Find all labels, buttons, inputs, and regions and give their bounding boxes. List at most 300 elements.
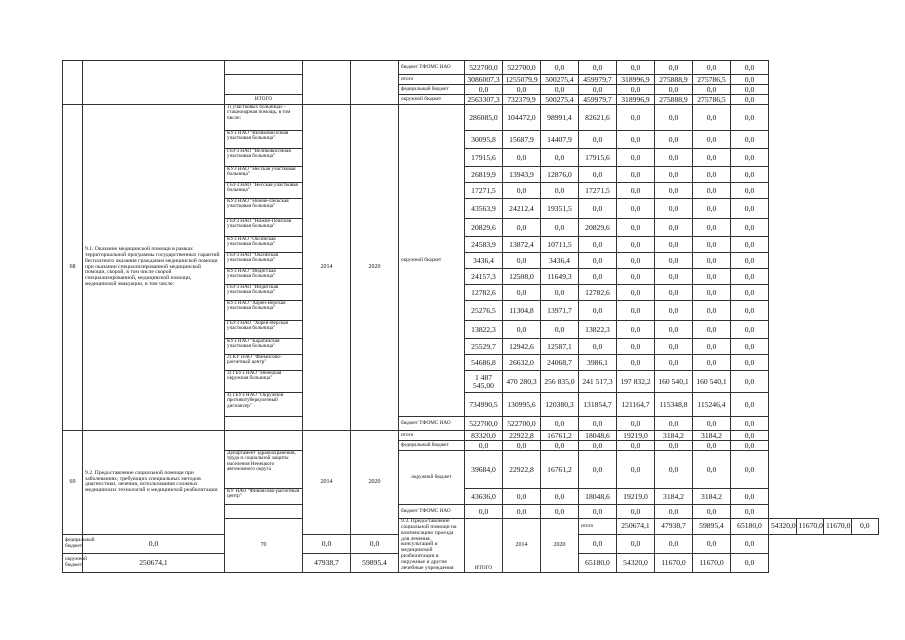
executor-cell: КУЗ НАО "Каратайская участковая больница" [225, 339, 303, 355]
executor-cell: ГБУЗ НАО "Индигская участковая больница" [225, 285, 303, 301]
value-cell: 59895,4 [351, 553, 399, 572]
value-cell: 22922,8 [503, 451, 541, 489]
value-cell: 12782,6 [579, 285, 617, 301]
row-number: 69 [63, 431, 83, 535]
value-cell: 13822,3 [465, 321, 503, 339]
value-cell: 11670,0 [655, 553, 693, 572]
source-cell: итого [579, 519, 617, 535]
value-cell: 0,0 [617, 253, 655, 269]
value-cell: 0,0 [693, 199, 731, 219]
value-cell: 19351,5 [541, 199, 579, 219]
value-cell: 0,0 [617, 167, 655, 183]
value-cell: 0,0 [541, 61, 579, 75]
value-cell: 241 517,3 [579, 371, 617, 393]
value-cell: 3184,2 [655, 489, 693, 505]
value-cell: 0,0 [617, 451, 655, 489]
value-cell: 47938,7 [655, 519, 693, 535]
row-title: 9.1. Оказание медицинской помощи в рамках территориальной программы государственных гарантий бесплатного оказания гражданам медицинской помощи при оказании специализированной медицинской помощи, скорой, в том числе скорой специализированной, медицинской помощи, медицинской эвакуации, в том числе: [83, 105, 225, 431]
value-cell: 16761,2 [541, 431, 579, 441]
value-cell: 0,0 [579, 131, 617, 149]
value-cell: 0,0 [693, 451, 731, 489]
value-cell: 13822,3 [579, 321, 617, 339]
source-cell: бюджет ТФОМС НАО [399, 505, 465, 519]
value-cell: 0,0 [579, 534, 617, 553]
value-cell: 0,0 [617, 131, 655, 149]
value-cell: 0,0 [503, 85, 541, 95]
value-cell: 43636,0 [465, 489, 503, 505]
year-start: 2014 [503, 519, 541, 573]
value-cell: 0,0 [579, 505, 617, 519]
value-cell: 82621,6 [579, 105, 617, 131]
value-cell: 19219,0 [617, 489, 655, 505]
value-cell: 0,0 [465, 441, 503, 451]
value-cell: 0,0 [655, 269, 693, 285]
value-cell: 0,0 [693, 219, 731, 237]
value-cell: 0,0 [655, 321, 693, 339]
year-end: 2020 [351, 431, 399, 535]
value-cell: 0,0 [693, 355, 731, 371]
value-cell: 65180,0 [579, 553, 617, 572]
value-cell: 17915,6 [465, 149, 503, 167]
value-cell: 0,0 [541, 149, 579, 167]
value-cell: 25529,7 [465, 339, 503, 355]
row-number: 68 [63, 105, 83, 431]
year-start: 2014 [303, 431, 351, 535]
value-cell: 130995,6 [503, 393, 541, 417]
value-cell: 13971,7 [541, 301, 579, 321]
value-cell: 0,0 [731, 183, 769, 199]
executor-cell [225, 505, 303, 519]
value-cell: 30095,8 [465, 131, 503, 149]
value-cell: 0,0 [617, 199, 655, 219]
value-cell: 0,0 [731, 441, 769, 451]
value-cell: 43563,9 [465, 199, 503, 219]
value-cell: 0,0 [693, 505, 731, 519]
value-cell: 0,0 [541, 505, 579, 519]
executor-cell: КУ НАО "Финансово-расчетный центр" [225, 489, 303, 505]
value-cell: 0,0 [693, 85, 731, 95]
value-cell: 0,0 [617, 534, 655, 553]
value-cell: 0,0 [731, 417, 769, 431]
executor-cell: КУЗ НАО "Несская участковая больница" [225, 167, 303, 183]
value-cell: 0,0 [579, 85, 617, 95]
year-end-cell [351, 61, 399, 105]
value-cell: 98991,4 [541, 105, 579, 131]
value-cell: 0,0 [655, 131, 693, 149]
value-cell: 275888,9 [655, 75, 693, 85]
value-cell: 0,0 [617, 301, 655, 321]
value-cell: 0,0 [655, 61, 693, 75]
value-cell: 0,0 [541, 489, 579, 505]
value-cell: 0,0 [731, 393, 769, 417]
value-cell: 65180,0 [731, 519, 769, 535]
value-cell: 12782,6 [465, 285, 503, 301]
value-cell: 26632,0 [503, 355, 541, 371]
value-cell: 11670,0 [824, 519, 852, 535]
value-cell: 0,0 [655, 417, 693, 431]
executor-cell: КУЗ НАО "Нижне-Пешская участковая больница" [225, 199, 303, 219]
executor-cell: 4) ГБУЗ НАО "Окружной противотуберкулезный диспансер" [225, 393, 303, 417]
value-cell: 0,0 [731, 534, 769, 553]
value-cell: 0,0 [731, 199, 769, 219]
year-start-cell [303, 61, 351, 105]
source-cell: окружной бюджет [399, 105, 465, 417]
value-cell: 500275,4 [541, 75, 579, 85]
value-cell: 1 487 545,00 [465, 371, 503, 393]
value-cell: 83320,0 [465, 431, 503, 441]
value-cell: 0,0 [617, 355, 655, 371]
value-cell: 24212,4 [503, 199, 541, 219]
value-cell: 0,0 [617, 61, 655, 75]
executor-cell: 2) КУ НАО "Финансово-расчетный центр" [225, 355, 303, 371]
value-cell: 0,0 [655, 183, 693, 199]
value-cell: 0,0 [731, 321, 769, 339]
value-cell: 0,0 [731, 95, 769, 105]
value-cell: 15687,9 [503, 131, 541, 149]
value-cell: 3436,4 [541, 253, 579, 269]
value-cell: 0,0 [579, 237, 617, 253]
value-cell: 0,0 [655, 149, 693, 167]
value-cell: 0,0 [541, 183, 579, 199]
value-cell: 0,0 [541, 85, 579, 95]
source-cell: окружной бюджет [63, 553, 83, 572]
value-cell: 0,0 [503, 489, 541, 505]
value-cell: 0,0 [579, 61, 617, 75]
value-cell: 0,0 [693, 269, 731, 285]
value-cell: 11649,3 [541, 269, 579, 285]
executor-cell: 3) ГБУЗ НАО "Ненецкая окружная больница" [225, 371, 303, 393]
value-cell: 522700,0 [465, 61, 503, 75]
value-cell: 0,0 [617, 285, 655, 301]
value-cell: 13943,9 [503, 167, 541, 183]
value-cell: 0,0 [731, 505, 769, 519]
executor-cell: ГБУЗ НАО "Оксинская участковая больница" [225, 253, 303, 269]
year-end: 2020 [541, 519, 579, 573]
value-cell: 0,0 [579, 301, 617, 321]
value-cell: 0,0 [503, 505, 541, 519]
value-cell: 12587,1 [541, 339, 579, 355]
executor-cell: КУЗ НАО "Великовисочная участковая больница" [225, 131, 303, 149]
value-cell: 0,0 [655, 237, 693, 253]
value-cell: 459979,7 [579, 95, 617, 105]
value-cell: 0,0 [731, 167, 769, 183]
value-cell: 11304,8 [503, 301, 541, 321]
value-cell: 115246,4 [693, 393, 731, 417]
executor-cell: КУЗ НАО "Индигская участковая больница" [225, 269, 303, 285]
budget-table [62, 60, 879, 573]
itogo-label: ИТОГО [465, 519, 503, 573]
value-cell: 250674,1 [83, 553, 225, 572]
executor-cell [225, 417, 303, 431]
value-cell: 0,0 [731, 237, 769, 253]
source-cell: федеральный бюджет [399, 441, 465, 451]
value-cell: 121164,7 [617, 393, 655, 417]
executor-cell: ГБУЗ НАО "Несская участковая больница" [225, 183, 303, 199]
value-cell: 0,0 [579, 417, 617, 431]
value-cell: 0,0 [731, 451, 769, 489]
value-cell: 522700,0 [465, 417, 503, 431]
value-cell: 522700,0 [503, 61, 541, 75]
value-cell: 250674,1 [617, 519, 655, 535]
value-cell: 47938,7 [303, 553, 351, 572]
value-cell: 0,0 [579, 167, 617, 183]
value-cell: 0,0 [731, 253, 769, 269]
value-cell: 0,0 [731, 431, 769, 441]
value-cell: 0,0 [579, 253, 617, 269]
title-cell [83, 61, 225, 105]
value-cell: 275786,5 [693, 95, 731, 105]
value-cell: 1255079,9 [503, 75, 541, 85]
source-cell: бюджет ТФОМС НАО [399, 417, 465, 431]
value-cell: 11670,0 [796, 519, 824, 535]
value-cell: 3986,1 [579, 355, 617, 371]
value-cell: 54320,0 [617, 553, 655, 572]
value-cell: 10711,5 [541, 237, 579, 253]
value-cell: 0,0 [503, 183, 541, 199]
value-cell: 0,0 [617, 85, 655, 95]
value-cell: 0,0 [693, 285, 731, 301]
value-cell: 275786,5 [693, 75, 731, 85]
value-cell: 18048,6 [579, 431, 617, 441]
value-cell: 3184,2 [693, 431, 731, 441]
value-cell: 24157,3 [465, 269, 503, 285]
value-cell: 0,0 [655, 85, 693, 95]
value-cell: 0,0 [693, 105, 731, 131]
value-cell: 0,0 [693, 441, 731, 451]
value-cell: 0,0 [83, 534, 225, 553]
executor-cell: 1) участковых больницах - стационарная помощь, в том числе: [225, 105, 303, 131]
value-cell: 0,0 [617, 339, 655, 355]
value-cell: 0,0 [503, 285, 541, 301]
value-cell: 0,0 [541, 441, 579, 451]
value-cell: 12508,0 [503, 269, 541, 285]
value-cell: 160 540,1 [693, 371, 731, 393]
value-cell: 0,0 [541, 285, 579, 301]
value-cell: 0,0 [541, 417, 579, 431]
value-cell: 0,0 [579, 269, 617, 285]
value-cell: 3184,2 [693, 489, 731, 505]
value-cell: 197 832,2 [617, 371, 655, 393]
value-cell: 54686,8 [465, 355, 503, 371]
source-cell: окружной бюджет [399, 451, 465, 505]
value-cell: 500275,4 [541, 95, 579, 105]
value-cell: 11670,0 [693, 553, 731, 572]
value-cell: 0,0 [851, 519, 879, 535]
value-cell: 12942,6 [503, 339, 541, 355]
value-cell: 0,0 [351, 534, 399, 553]
value-cell: 59895,4 [693, 519, 731, 535]
value-cell: 24068,7 [541, 355, 579, 371]
value-cell: 0,0 [731, 219, 769, 237]
value-cell: 0,0 [731, 339, 769, 355]
value-cell: 0,0 [503, 441, 541, 451]
value-cell: 0,0 [655, 534, 693, 553]
value-cell: 522700,0 [503, 417, 541, 431]
executor-cell: ГБУЗ НАО "Нижне-Пешская участковая больница" [225, 219, 303, 237]
value-cell: 0,0 [617, 417, 655, 431]
value-cell: 0,0 [655, 301, 693, 321]
value-cell: 732379,9 [503, 95, 541, 105]
value-cell: 275888,9 [655, 95, 693, 105]
value-cell: 115348,8 [655, 393, 693, 417]
value-cell: 39684,0 [465, 451, 503, 489]
executor-cell: ГБУЗ НАО "Великовисочная участковая больница" [225, 149, 303, 167]
value-cell: 0,0 [693, 131, 731, 149]
budget-table-page [62, 60, 879, 578]
value-cell: 0,0 [693, 167, 731, 183]
value-cell: 318996,9 [617, 75, 655, 85]
value-cell: 0,0 [693, 183, 731, 199]
value-cell: 17271,5 [579, 183, 617, 199]
source-cell: федеральный бюджет [399, 85, 465, 95]
executor-cell [225, 61, 303, 75]
value-cell: 0,0 [655, 105, 693, 131]
value-cell: 0,0 [617, 237, 655, 253]
value-cell: 0,0 [731, 489, 769, 505]
value-cell: 0,0 [731, 285, 769, 301]
value-cell: 0,0 [617, 269, 655, 285]
value-cell: 20829,6 [579, 219, 617, 237]
row-title: 9.3. Предоставление социальной помощи на компенсацию проезда для лечения, консультаций и медицинской реабилитации в окружные и другие лечебные учреждения [399, 519, 465, 573]
value-cell: 0,0 [579, 199, 617, 219]
value-cell: 0,0 [731, 269, 769, 285]
executor-cell: ГБУЗ НАО "Хорей-Верская участковая больница" [225, 321, 303, 339]
value-cell: 0,0 [579, 339, 617, 355]
value-cell: 17915,6 [579, 149, 617, 167]
source-cell: итого [399, 75, 465, 85]
value-cell: 19219,0 [617, 431, 655, 441]
itogo-label: ИТОГО [225, 95, 303, 105]
number-cell [63, 61, 83, 105]
value-cell: 318996,9 [617, 95, 655, 105]
year-start: 2014 [303, 105, 351, 431]
value-cell: 0,0 [503, 321, 541, 339]
value-cell: 0,0 [693, 237, 731, 253]
value-cell: 0,0 [579, 441, 617, 451]
value-cell: 26819,9 [465, 167, 503, 183]
table-row [63, 105, 879, 131]
value-cell: 0,0 [617, 321, 655, 339]
value-cell: 0,0 [731, 85, 769, 95]
executor-cell: Департамент здравоохранения, труда и социальной защиты населения Ненецкого автономного округа [225, 451, 303, 489]
executor-cell [225, 431, 303, 451]
value-cell: 24583,9 [465, 237, 503, 253]
value-cell: 0,0 [617, 219, 655, 237]
value-cell: 0,0 [731, 355, 769, 371]
value-cell: 20829,6 [465, 219, 503, 237]
value-cell: 0,0 [541, 219, 579, 237]
value-cell: 0,0 [465, 85, 503, 95]
value-cell: 0,0 [655, 285, 693, 301]
value-cell: 734990,5 [465, 393, 503, 417]
value-cell: 160 540,1 [655, 371, 693, 393]
value-cell: 17271,5 [465, 183, 503, 199]
value-cell: 459979,7 [579, 75, 617, 85]
value-cell: 0,0 [655, 253, 693, 269]
value-cell: 0,0 [617, 505, 655, 519]
value-cell: 0,0 [731, 149, 769, 167]
value-cell: 131854,7 [579, 393, 617, 417]
row-number: 70 [225, 519, 303, 573]
value-cell: 0,0 [503, 219, 541, 237]
value-cell: 0,0 [693, 339, 731, 355]
value-cell: 0,0 [693, 301, 731, 321]
value-cell: 0,0 [617, 441, 655, 451]
value-cell: 22922,8 [503, 431, 541, 441]
value-cell: 13872,4 [503, 237, 541, 253]
value-cell: 0,0 [655, 339, 693, 355]
value-cell: 25276,5 [465, 301, 503, 321]
value-cell: 0,0 [655, 199, 693, 219]
value-cell: 470 280,3 [503, 371, 541, 393]
value-cell: 104472,0 [503, 105, 541, 131]
value-cell: 0,0 [303, 534, 351, 553]
value-cell: 12876,0 [541, 167, 579, 183]
executor-cell: КУЗ НАО "Хорей-Верская участковая больница" [225, 301, 303, 321]
value-cell: 3086007,3 [465, 75, 503, 85]
value-cell: 256 835,0 [541, 371, 579, 393]
value-cell: 3436,4 [465, 253, 503, 269]
value-cell: 0,0 [579, 451, 617, 489]
value-cell: 0,0 [655, 219, 693, 237]
value-cell: 0,0 [693, 534, 731, 553]
source-cell: федеральный бюджет [63, 534, 83, 553]
value-cell: 0,0 [693, 321, 731, 339]
value-cell: 0,0 [693, 149, 731, 167]
value-cell: 0,0 [541, 321, 579, 339]
value-cell: 0,0 [465, 505, 503, 519]
value-cell: 0,0 [731, 131, 769, 149]
value-cell: 3184,2 [655, 431, 693, 441]
value-cell: 0,0 [503, 253, 541, 269]
value-cell: 286085,0 [465, 105, 503, 131]
value-cell: 2563307,3 [465, 95, 503, 105]
row-title: 9.2. Предоставление социальной помощи при заболеваниях, требующих специальных методов диагностики, лечения, использования сложных медицинских технологий и медицинской реабилитации [83, 431, 225, 535]
value-cell: 0,0 [731, 553, 769, 572]
value-cell: 16761,2 [541, 451, 579, 489]
year-end: 2020 [351, 105, 399, 431]
value-cell: 14407,9 [541, 131, 579, 149]
value-cell: 0,0 [655, 441, 693, 451]
value-cell: 0,0 [655, 167, 693, 183]
value-cell: 0,0 [617, 183, 655, 199]
value-cell: 0,0 [731, 301, 769, 321]
table-row [63, 431, 879, 441]
value-cell: 0,0 [731, 105, 769, 131]
table-row [63, 61, 879, 75]
value-cell: 0,0 [731, 75, 769, 85]
value-cell: 0,0 [617, 105, 655, 131]
value-cell: 0,0 [731, 61, 769, 75]
source-cell: окружной бюджет [399, 95, 465, 105]
value-cell: 0,0 [731, 371, 769, 393]
value-cell: 0,0 [693, 417, 731, 431]
value-cell: 0,0 [617, 149, 655, 167]
value-cell: 0,0 [503, 149, 541, 167]
value-cell: 54320,0 [769, 519, 797, 535]
value-cell: 0,0 [693, 61, 731, 75]
value-cell: 0,0 [655, 451, 693, 489]
value-cell: 18048,6 [579, 489, 617, 505]
source-cell: бюджет ТФОМС НАО [399, 61, 465, 75]
value-cell: 0,0 [655, 355, 693, 371]
value-cell: 0,0 [655, 505, 693, 519]
source-cell: итого [399, 431, 465, 441]
value-cell: 0,0 [693, 253, 731, 269]
executor-cell: КУЗ НАО "Оксинская участковая больница" [225, 237, 303, 253]
executor-cell [225, 75, 303, 95]
value-cell: 120380,3 [541, 393, 579, 417]
